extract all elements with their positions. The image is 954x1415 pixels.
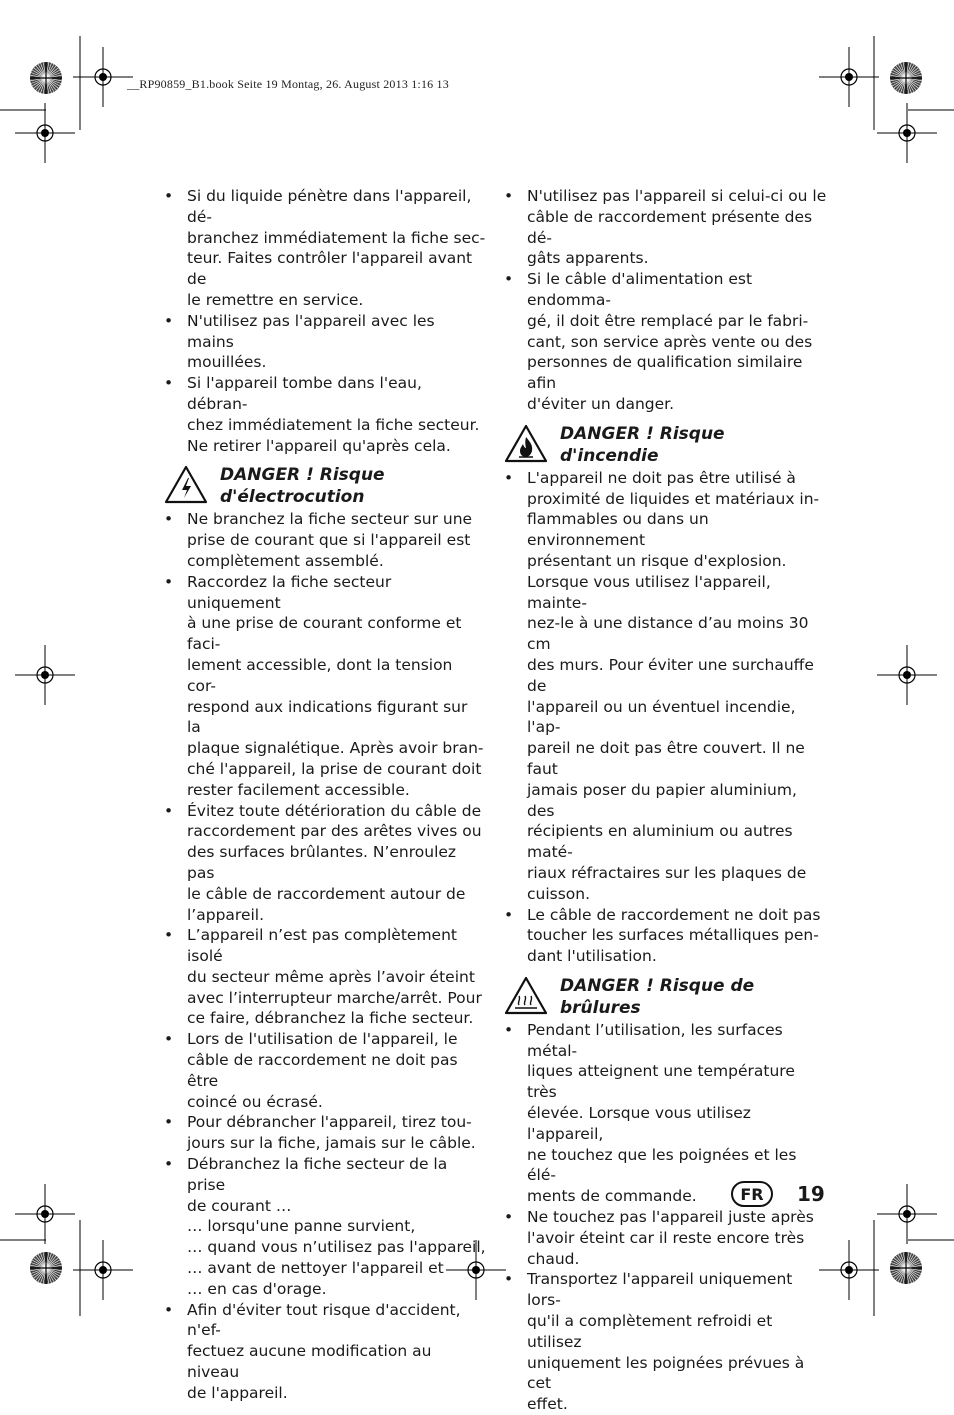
text-line: jours sur la fiche, jamais sur le câble. [187,1134,476,1153]
star-ray [41,63,46,78]
text-line: des murs. Pour éviter une surchauffe de [527,655,814,695]
star-ray [32,78,46,86]
registration-dot [41,129,49,137]
danger-title-line: DANGER ! Risque de [560,975,755,996]
star-ray [906,1268,909,1284]
star-ray [46,66,56,78]
text-line: chaud. [527,1249,580,1268]
star-ray [892,70,906,78]
star-ray [43,1268,46,1284]
text-line: • Lors de l'utilisation de l'appareil, le [187,1030,458,1049]
star-ray [46,1256,56,1268]
star-ray [906,1253,911,1268]
star-ray [46,1268,56,1280]
star-ray [906,1268,916,1280]
text-line: • Transportez l'appareil uniquement lors- [527,1270,793,1310]
text-line: ce faire, débranchez la fiche secteur. [187,1009,474,1028]
star-ray [906,78,911,93]
star-ray [892,1268,906,1276]
star-ray [38,78,46,92]
star-ray [36,66,46,78]
star-ray [34,78,46,88]
star-ray [898,78,906,92]
danger-electrocution-heading [164,463,486,508]
star-ray [46,1263,61,1268]
list-item [504,905,828,967]
star-ray [46,78,58,88]
text-line: de courant … [187,1196,292,1215]
registration-dot [41,1210,49,1218]
text-line: • L’appareil n’est pas complètement isolé [187,926,457,966]
text-line: respond aux indications figurant sur la [187,697,468,737]
color-bar-star-mark [30,1252,62,1284]
text-line: l’appareil. [187,905,265,924]
star-ray [906,78,916,90]
text-line: l'appareil ou un éventuel incendie, l'ap- [527,697,796,737]
star-ray [46,1268,62,1271]
star-ray [30,78,46,81]
star-ray [34,68,46,78]
color-bar-star-mark [890,1252,922,1284]
star-ray [30,1265,46,1268]
text-line: le remettre en service. [187,290,364,309]
sub-line: … quand vous n’utilisez pas l'appareil, [187,1238,486,1257]
left-column [164,186,486,1404]
list-item [164,1300,486,1404]
text-line: • N'utilisez pas l'appareil avec les mains [187,311,435,351]
text-line: • Raccordez la fiche secteur uniquement [187,572,392,612]
danger-title-line: DANGER ! Risque [220,465,385,486]
text-line: dant l'utilisation. [527,947,657,966]
star-ray [32,1268,46,1276]
star-ray [36,78,46,90]
text-line: coincé ou écrasé. [187,1092,323,1111]
star-ray [891,1263,906,1268]
fire-warning-icon [504,424,548,464]
star-ray [46,1268,60,1276]
list-item [164,1112,486,1154]
star-ray [46,1265,62,1268]
star-ray [903,1252,906,1268]
registration-dot [903,1210,911,1218]
text-line: • Débranchez la fiche secteur de la prise [187,1155,448,1194]
text-line: à une prise de courant conforme et faci- [187,614,462,654]
text-line: l'avoir éteint car il reste encore très [527,1228,805,1247]
star-ray [30,1268,46,1271]
star-ray [906,78,918,88]
star-ray [906,1256,916,1268]
registration-circle [899,1206,915,1222]
text-line: proximité de liquides et matériaux in- [527,489,820,508]
text-line: mouillées. [187,353,267,372]
star-ray [898,1254,906,1268]
text-line: chez immédiatement la fiche secteur. [187,415,480,434]
star-ray [906,63,911,78]
star-ray [894,78,906,88]
text-line: • Si le câble d'alimentation est endomma- [527,270,753,309]
registration-circle [95,69,111,85]
star-ray [46,1260,60,1268]
text-line: avec l’interrupteur marche/arrêt. Pour [187,988,482,1007]
text-line: uniquement les poignées prévues à cet [527,1353,805,1393]
star-ray [906,1268,914,1282]
bullet-list [164,186,486,456]
sub-line: … en cas d'orage. [187,1279,327,1298]
star-ray [890,1268,906,1271]
text-line: d'éviter un danger. [527,394,675,413]
bullet-list [164,1300,486,1404]
star-ray [46,70,60,78]
text-line: câble de raccordement ne doit pas être [187,1051,458,1090]
star-ray [31,78,46,83]
star-ray [46,64,54,78]
text-line: rester facilement accessible. [187,780,410,799]
star-ray [36,1268,46,1280]
list-item [504,186,828,269]
star-ray [891,73,906,78]
star-ray [43,62,46,78]
danger-title-line: d'incendie [560,445,659,466]
star-ray [906,66,916,78]
text-line: jamais poser du papier aluminium, des [527,780,797,820]
text-line: • Le câble de raccordement ne doit pas [527,905,821,924]
text-line: ne touchez que les poignées et les élé- [527,1145,797,1185]
registration-circle [37,667,53,683]
star-ray [894,1258,906,1268]
star-ray [38,1254,46,1268]
star-ray [903,1268,906,1284]
star-ray [906,1265,922,1268]
registration-circle [37,125,53,141]
list-item [164,1154,486,1216]
registration-dot [845,73,853,81]
star-ray [896,66,906,78]
registration-dot [845,1266,853,1274]
star-ray [46,78,62,81]
star-ray [34,1268,46,1278]
star-ray [32,70,46,78]
right-column [504,186,828,1415]
star-ray [890,78,906,81]
language-badge: FR [731,1181,773,1207]
star-ray [906,70,920,78]
star-ray [906,64,914,78]
star-ray [906,1252,909,1268]
star-ray [896,78,906,90]
text-line: le câble de raccordement autour de [187,884,466,903]
star-ray [41,1253,46,1268]
list-item [504,1269,828,1415]
text-line: • Ne touchez pas l'appareil juste après [527,1208,814,1227]
star-ray [901,1253,906,1268]
registration-dot [41,671,49,679]
star-ray [46,68,58,78]
star-ray [46,78,56,90]
list-item [164,801,486,926]
text-line: du secteur même après l’avoir éteint [187,967,475,986]
registration-circle [899,667,915,683]
star-ray [30,75,46,78]
text-line: toucher les surfaces métalliques pen- [527,926,819,945]
bullet-list [504,468,828,967]
text-line: • L'appareil ne doit pas être utilisé à [527,468,796,487]
star-ray [906,1254,914,1268]
text-line: fectuez aucune modification au niveau [187,1342,432,1382]
star-ray [31,1268,46,1273]
text-line: personnes de qualification similaire afin [527,353,803,393]
text-line: récipients en aluminium ou autres maté- [527,822,793,862]
star-ray [32,1260,46,1268]
color-bar-star-mark [890,62,922,94]
danger-fire-heading [504,422,828,467]
star-ray [46,1253,51,1268]
text-line: • Pour débrancher l'appareil, tirez tou- [187,1113,472,1132]
star-ray [906,75,922,78]
star-ray [891,1268,906,1273]
text-line: raccordement par des arêtes vives ou [187,822,482,841]
bullet-list [504,186,828,415]
star-ray [906,68,918,78]
star-ray [43,78,46,94]
list-item [164,509,486,571]
registration-dot [99,1266,107,1274]
list-item [164,186,486,311]
star-ray [46,1258,58,1268]
star-ray [46,1268,54,1282]
list-item [504,468,828,905]
text-line: gâts apparents. [527,249,649,268]
star-ray [46,78,51,93]
list-item [504,1207,828,1269]
text-line: plaque signalétique. Après avoir bran- [187,739,484,758]
text-line: présentant un risque d'explosion. [527,551,787,570]
star-ray [892,1260,906,1268]
text-line: cant, son service après vente ou des [527,332,813,351]
star-ray [906,73,921,78]
star-ray [906,78,909,94]
star-ray [901,63,906,78]
star-ray [896,1268,906,1280]
star-ray [903,62,906,78]
text-line: câble de raccordement présente des dé- [527,207,813,247]
star-ray [906,1268,921,1273]
star-ray [41,78,46,93]
star-ray [894,68,906,78]
text-line: flammables ou dans un environnement [527,510,709,550]
sub-list [164,1216,486,1299]
text-line: riaux réfractaires sur les plaques de [527,863,807,882]
star-ray [906,1268,920,1276]
text-line: • Si du liquide pénètre dans l'appareil, dé- [187,187,472,226]
text-line: de l'appareil. [187,1383,288,1402]
star-ray [898,64,906,78]
star-ray [46,73,61,78]
star-ray [906,1258,918,1268]
list-item [164,373,486,456]
star-ray [901,1268,906,1283]
text-line: cuisson. [527,884,591,903]
text-line: des surfaces brûlantes. N’enroulez pas [187,843,457,882]
text-line: • Ne branchez la fiche secteur sur une [187,510,473,529]
registration-circle [841,1262,857,1278]
star-ray [46,78,54,92]
star-ray [46,1268,58,1278]
star-ray [46,1252,49,1268]
star-ray [906,1268,911,1283]
star-ray [906,1268,918,1278]
text-line: Ne retirer l'appareil qu'après cela. [187,436,451,455]
print-header: __RP90859_B1.book Seite 19 Montag, 26. August 2013 1:16 13 [127,77,449,91]
star-ray [34,1258,46,1268]
color-bar-star-mark [30,62,62,94]
star-ray [891,78,906,83]
star-ray [898,1268,906,1282]
star-ray [46,63,51,78]
star-ray [36,1256,46,1268]
text-line: • Pendant l’utilisation, les surfaces métal- [527,1020,783,1060]
registration-dot [903,129,911,137]
star-ray [894,1268,906,1278]
bullet-list [164,509,486,1216]
star-ray [46,62,49,78]
hot-surface-warning-icon [504,976,548,1016]
star-ray [892,78,906,86]
list-item [164,925,486,1029]
registration-circle [899,125,915,141]
text-line: qu'il a complètement refroidi et utilisez [527,1312,773,1351]
text-line: lement accessible, dont la tension cor- [187,655,453,695]
electric-shock-warning-icon [164,465,208,505]
star-ray [46,78,61,83]
text-line: • Évitez toute détérioration du câble de [187,801,482,820]
star-ray [906,78,920,86]
sub-line: … lorsqu'une panne survient, [187,1217,416,1236]
list-item [504,1020,828,1207]
star-ray [46,78,60,86]
star-ray [906,1263,921,1268]
star-ray [46,75,62,78]
list-item [164,311,486,373]
text-line: • N'utilisez pas l'appareil si celui-ci ou le [527,187,827,205]
danger-title-line: brûlures [560,997,641,1018]
registration-circle [95,1262,111,1278]
star-ray [46,1268,49,1284]
text-line: teur. Faites contrôler l'appareil avant de [187,249,473,289]
star-ray [906,1268,922,1271]
page-footer [731,1181,825,1207]
text-line: gé, il doit être remplacé par le fabri- [527,311,809,330]
star-ray [906,78,922,81]
danger-title-line: DANGER ! Risque [560,423,725,444]
registration-dot [99,73,107,81]
text-line: branchez immédiatement la fiche sec- [187,228,486,247]
bullet-list [504,1020,828,1415]
registration-circle [841,69,857,85]
text-line: Lorsque vous utilisez l'appareil, mainte- [527,572,771,612]
text-line: pareil ne doit pas être couvert. Il ne faut [527,739,805,778]
list-item [164,572,486,801]
text-line: ments de commande. [527,1187,697,1206]
star-ray [906,1260,920,1268]
text-line: • Afin d'éviter tout risque d'accident, n'ef- [187,1300,461,1340]
text-line: effet. [527,1395,568,1414]
registration-dot [903,671,911,679]
star-ray [38,64,46,78]
star-ray [901,78,906,93]
registration-circle [37,1206,53,1222]
text-line: • Si l'appareil tombe dans l'eau, débran- [187,374,422,413]
star-ray [890,75,906,78]
star-ray [43,1252,46,1268]
star-ray [46,1254,54,1268]
text-line: complètement assemblé. [187,551,384,570]
star-ray [46,1268,51,1283]
page-number: 19 [797,1182,825,1206]
star-ray [41,1268,46,1283]
star-ray [38,1268,46,1282]
text-line: ché l'appareil, la prise de courant doit [187,759,482,778]
star-ray [31,1263,46,1268]
star-ray [46,1268,61,1273]
list-item [164,1029,486,1112]
text-line: nez-le à une distance d’au moins 30 cm [527,614,809,654]
star-ray [896,1256,906,1268]
star-ray [906,78,921,83]
star-ray [903,78,906,94]
star-ray [906,62,909,78]
danger-title-line: d'électrocution [220,487,365,508]
sub-line: … avant de nettoyer l'appareil et [187,1259,444,1278]
star-ray [890,1265,906,1268]
danger-burn-heading [504,974,828,1019]
text-line: prise de courant que si l'appareil est [187,531,471,550]
star-ray [46,78,49,94]
text-line: liques atteignent une température très [527,1062,795,1102]
star-ray [906,78,914,92]
text-line: élevée. Lorsque vous utilisez l'appareil, [527,1104,751,1143]
list-item [504,269,828,415]
star-ray [31,73,46,78]
